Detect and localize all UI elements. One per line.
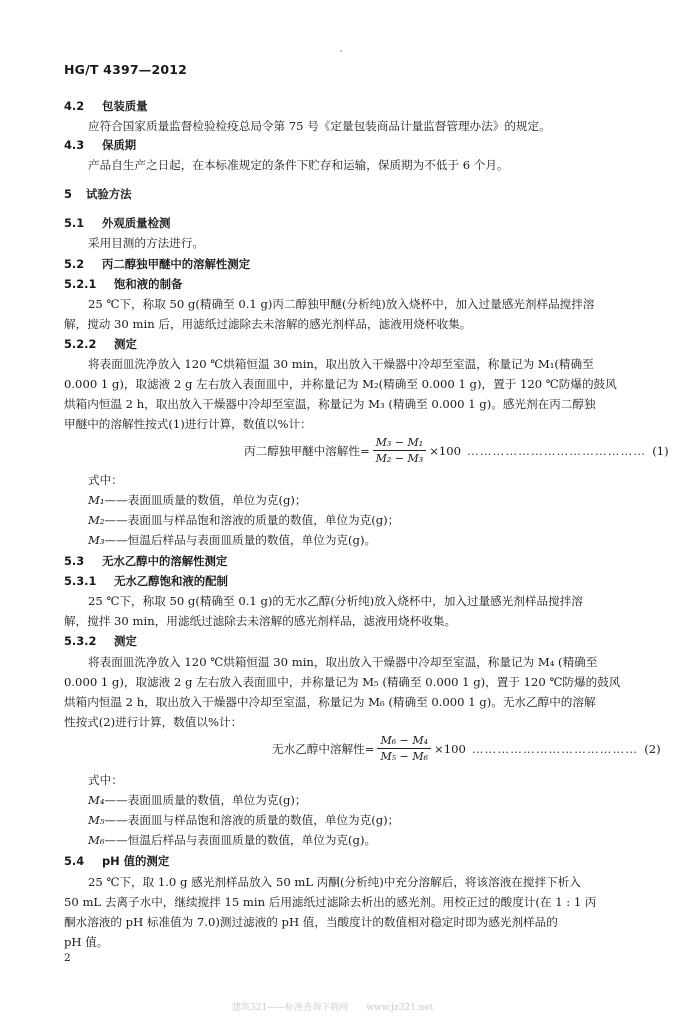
formula-1-fraction bbox=[373, 436, 427, 465]
heading-5-4: 5.4 pH 值的测定 bbox=[64, 854, 170, 868]
where-1-item3: M₃——恒温后样品与表面皿质量的数值，单位为克(g)。 bbox=[88, 533, 377, 547]
heading-5-2: 5.2 丙二醇独甲醚中的溶解性测定 bbox=[64, 257, 251, 271]
formula-1-numerator: M₃ − M₁ bbox=[373, 436, 427, 451]
formula-1 bbox=[244, 436, 669, 465]
para-5-2-1-line2: 解，搅动 30 min 后，用滤纸过滤除去未溶解的感光剂样品，滤液用烧杯收集。 bbox=[64, 317, 472, 331]
para-5-3-2-line3: 烘箱内恒温 2 h，取出放入干燥器中冷却至室温，称量记为 M₆ (精确至 0.000 1 g)。无水乙醇中的溶解 bbox=[64, 695, 596, 709]
formula-2 bbox=[272, 734, 661, 763]
para-4-3: 产品自生产之日起，在本标准规定的条件下贮存和运输，保质期为不低于 6 个月。 bbox=[88, 158, 509, 172]
formula-2-multiplier: ×100 bbox=[434, 741, 466, 756]
standard-code: HG/T 4397—2012 bbox=[64, 62, 188, 77]
formula-2-label: 无水乙醇中溶解性= bbox=[272, 741, 375, 756]
para-5-2-1-line1: 25 ℃下，称取 50 g(精确至 0.1 g)丙二醇独甲醚(分析纯)放入烧杯中，加入过量感光剂样品搅拌溶 bbox=[88, 297, 595, 311]
scan-speck bbox=[340, 50, 342, 52]
formula-1-multiplier: ×100 bbox=[429, 443, 462, 458]
formula-1-number: (1) bbox=[652, 443, 669, 458]
where-2-item2: M₅——表面皿与样品饱和溶液的质量的数值，单位为克(g)； bbox=[88, 813, 400, 827]
where-1-intro: 式中： bbox=[88, 473, 123, 487]
heading-5-3-1: 5.3.1 无水乙醇饱和液的配制 bbox=[64, 574, 228, 588]
heading-5-3-2: 5.3.2 测定 bbox=[64, 634, 137, 648]
formula-2-leader: ………………………………… bbox=[471, 741, 639, 756]
heading-5: 5 试验方法 bbox=[64, 187, 132, 201]
formula-1-label: 丙二醇独甲醚中溶解性= bbox=[244, 443, 370, 458]
where-2-intro: 式中： bbox=[88, 773, 123, 787]
where-1-item1: M₁——表面皿质量的数值，单位为克(g)； bbox=[88, 493, 307, 507]
para-5-2-2-line2: 0.000 1 g)，取滤液 2 g 左右放入表面皿中，并称量记为 M₂(精确至 0.000 1 g)，置于 120 ℃防爆的鼓风 bbox=[64, 377, 617, 391]
para-5-3-2-line1: 将表面皿洗净放入 120 ℃烘箱恒温 30 min，取出放入干燥器中冷却至室温，称量记为 M₄ (精确至 bbox=[88, 655, 598, 669]
heading-5-3: 5.3 无水乙醇中的溶解性测定 bbox=[64, 554, 228, 568]
para-5-2-2-line1: 将表面皿洗净放入 120 ℃烘箱恒温 30 min，取出放入干燥器中冷却至室温，称量记为 M₁(精确至 bbox=[88, 357, 594, 371]
formula-2-number: (2) bbox=[644, 741, 661, 756]
formula-2-denominator: M₅ − M₆ bbox=[380, 750, 429, 763]
para-5-3-2-line4: 性按式(2)进行计算，数值以%计： bbox=[64, 715, 243, 729]
para-5-1: 采用目测的方法进行。 bbox=[88, 236, 204, 250]
heading-4-2: 4.2 包装质量 bbox=[64, 99, 148, 113]
para-5-4-line4: pH 值。 bbox=[64, 935, 109, 949]
watermark-footer: 建筑321——标准查询下载网 www.jz321.net bbox=[232, 1003, 434, 1013]
para-5-4-line1: 25 ℃下，取 1.0 g 感光剂样品放入 50 mL 丙酮(分析纯)中充分溶解后，将该溶液在搅拌下析入 bbox=[88, 875, 581, 889]
para-5-4-line3: 酮水溶液的 pH 标准值为 7.0)测过滤液的 pH 值，当酸度计的数值相对稳定时即为感光剂样品的 bbox=[64, 915, 558, 929]
where-2-item1: M₄——表面皿质量的数值，单位为克(g)； bbox=[88, 793, 307, 807]
where-2-item3: M₆——恒温后样品与表面皿质量的数值，单位为克(g)。 bbox=[88, 833, 377, 847]
para-4-2: 应符合国家质量监督检验检疫总局令第 75 号《定量包装商品计量监督管理办法》的规定。 bbox=[88, 119, 551, 133]
where-1-item2: M₂——表面皿与样品饱和溶液的质量的数值，单位为克(g)； bbox=[88, 513, 400, 527]
para-5-3-2-line2: 0.000 1 g)，取滤液 2 g 左右放入表面皿中，并称量记为 M₅ (精确至 0.000 1 g)，置于 120 ℃防爆的鼓风 bbox=[64, 675, 621, 689]
formula-1-denominator: M₂ − M₃ bbox=[375, 452, 424, 465]
para-5-4-line2: 50 mL 去离子水中，继续搅拌 15 min 后用滤纸过滤除去析出的感光剂。用校正过的酸度计(在 1 : 1 丙 bbox=[64, 895, 597, 909]
para-5-2-2-line3: 烘箱内恒温 2 h，取出放入干燥器中冷却至室温，称量记为 M₃ (精确至 0.000 1 g)。感光剂在丙二醇独 bbox=[64, 397, 596, 411]
page-number: 2 bbox=[64, 952, 71, 964]
heading-5-2-1: 5.2.1 饱和液的制备 bbox=[64, 277, 183, 291]
formula-2-fraction bbox=[377, 734, 431, 763]
heading-5-1: 5.1 外观质量检测 bbox=[64, 216, 171, 230]
heading-4-3: 4.3 保质期 bbox=[64, 138, 137, 152]
para-5-3-1-line1: 25 ℃下，称取 50 g(精确至 0.1 g)的无水乙醇(分析纯)放入烧杯中，加入过量感光剂样品搅拌溶 bbox=[88, 594, 583, 608]
formula-2-numerator: M₆ − M₄ bbox=[377, 734, 431, 749]
para-5-3-1-line2: 解，搅拌 30 min，用滤纸过滤除去未溶解的感光剂样品，滤液用烧杯收集。 bbox=[64, 614, 457, 628]
formula-1-leader: …………………………………… bbox=[467, 443, 647, 458]
heading-5-2-2: 5.2.2 测定 bbox=[64, 337, 137, 351]
para-5-2-2-line4: 甲醚中的溶解性按式(1)进行计算，数值以%计： bbox=[64, 417, 312, 431]
